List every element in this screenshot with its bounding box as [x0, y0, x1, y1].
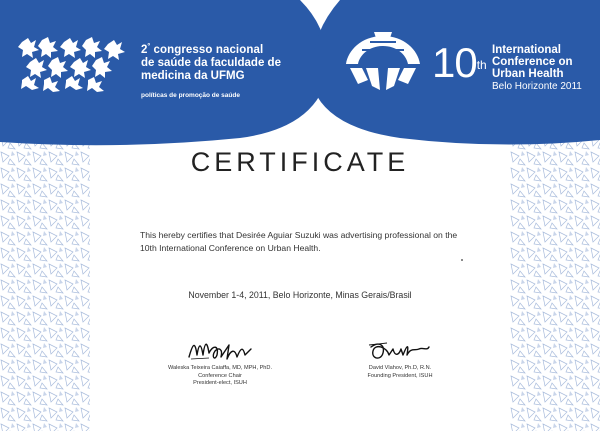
conference-line3: Urban Health	[492, 68, 564, 80]
signer-right-role: Founding President, ISUH	[367, 372, 433, 379]
conference-number: 10th	[432, 39, 487, 86]
congress-line1: congresso nacional	[153, 43, 264, 56]
body-line-1: This hereby certifies that Desirée Aguiar Suzuki was advertising professional on the	[140, 230, 458, 240]
signature-block-right	[340, 337, 460, 380]
signer-left-role2: President-elect, ISUH	[193, 380, 247, 386]
certificate-title: CERTIFICATE	[190, 147, 410, 177]
body-line-2: 10th International Conference on Urban Health.	[140, 243, 321, 253]
signer-left-role: Conference Chair	[198, 372, 242, 379]
stray-dot	[461, 259, 463, 261]
signer-right-name: David Vlahov, Ph.D, R.N.	[368, 365, 432, 371]
conference-number-suffix: th	[476, 58, 487, 72]
certificate-body	[140, 229, 490, 255]
handwritten-signature-left	[185, 337, 255, 363]
dome-icon	[344, 30, 422, 92]
congress-tagline: políticas de promoção de saúde	[141, 91, 240, 99]
signature-block-left	[140, 337, 300, 388]
congress-line2: de saúde da faculdade de	[141, 56, 281, 69]
conference-line2: Conference on	[492, 56, 573, 68]
congress-ordinal: 2	[141, 43, 148, 56]
congress-title	[141, 40, 301, 102]
conference-location: Belo Horizonte 2011	[492, 81, 582, 92]
congress-line3: medicina da UFMG	[141, 69, 245, 82]
date-place: November 1-4, 2011, Belo Horizonte, Minas Gerais/Brasil	[188, 290, 412, 300]
conference-line1: International	[492, 44, 562, 56]
congress-ordinal-suffix: º	[147, 43, 151, 50]
handwritten-signature-right	[365, 337, 435, 363]
figures-mosaic-icon	[18, 36, 130, 96]
signer-left-name: Waleska Teixeira Caiaffa, MD, MPH, PhD.	[167, 365, 273, 371]
conference-title	[492, 44, 597, 93]
